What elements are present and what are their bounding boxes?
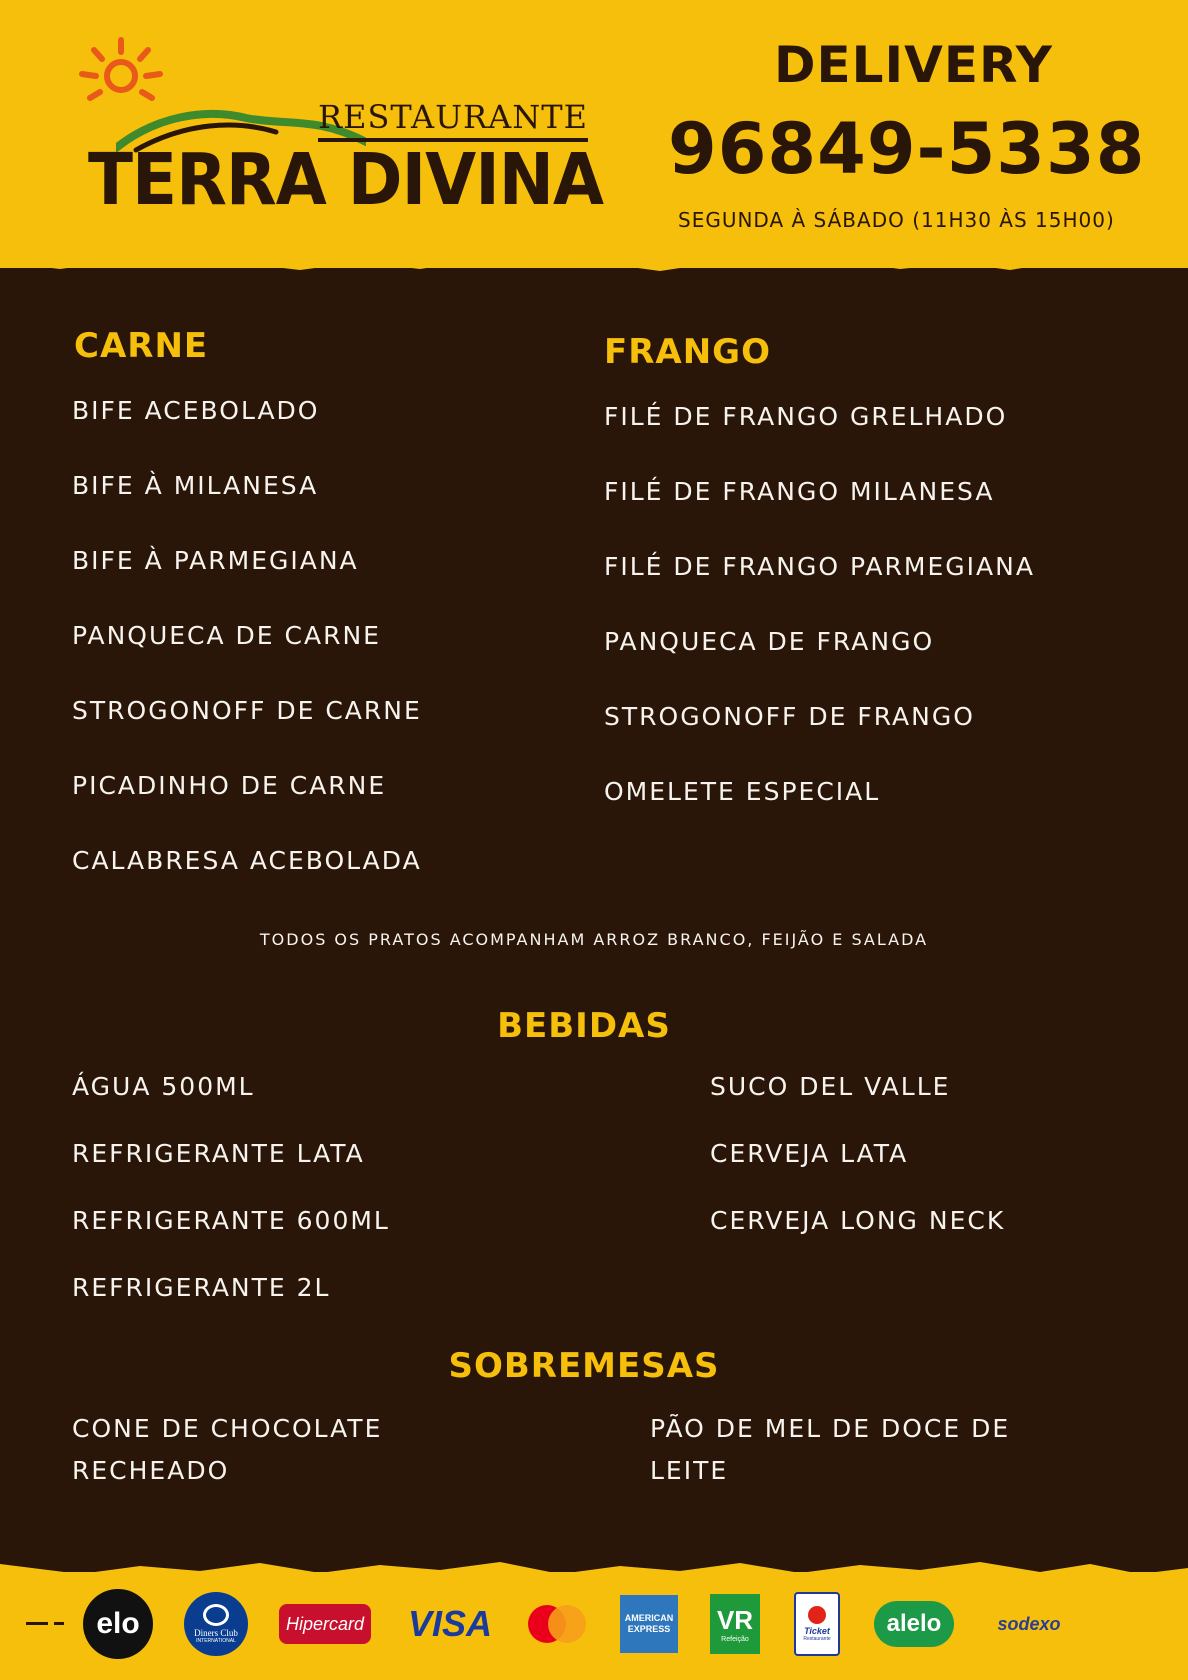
menu-item: PICADINHO DE CARNE xyxy=(72,771,387,800)
mastercard-logo xyxy=(524,1592,590,1656)
menu-item: REFRIGERANTE 2L xyxy=(72,1273,331,1302)
ticket-sub-text: Restaurante xyxy=(803,1636,831,1642)
menu-item: CONE DE CHOCOLATE RECHEADO xyxy=(72,1414,383,1485)
menu-item: CERVEJA LATA xyxy=(710,1139,909,1168)
side-dishes-note: TODOS OS PRATOS ACOMPANHAM ARROZ BRANCO, FEIJÃO E SALADA xyxy=(259,930,929,949)
elo-text: elo xyxy=(96,1607,140,1640)
menu-item: PANQUECA DE CARNE xyxy=(72,621,381,650)
hipercard-logo xyxy=(278,1592,372,1656)
menu-item: REFRIGERANTE LATA xyxy=(72,1139,365,1168)
footer-dash xyxy=(54,1622,64,1625)
menu-item: REFRIGERANTE 600ML xyxy=(72,1206,390,1235)
torn-edge-top xyxy=(0,250,1188,290)
menu-item: STROGONOFF DE CARNE xyxy=(72,696,422,725)
menu-item: SUCO DEL VALLE xyxy=(710,1072,951,1101)
delivery-phone: 96849-5338 xyxy=(668,108,1146,190)
delivery-label: DELIVERY xyxy=(774,36,1053,94)
menu-item: OMELETE ESPECIAL xyxy=(604,777,881,806)
diners-club-logo xyxy=(182,1592,250,1656)
alelo-text: alelo xyxy=(886,1610,942,1637)
section-title-sobremesas: SOBREMESAS xyxy=(448,1346,720,1386)
ticket-text: Ticket xyxy=(804,1626,830,1636)
menu-item: PANQUECA DE FRANGO xyxy=(604,627,935,656)
menu-item: FILÉ DE FRANGO PARMEGIANA xyxy=(604,552,1035,581)
vr-sub-text: Refeição xyxy=(721,1636,749,1643)
logo-restaurante-text: RESTAURANTE xyxy=(318,98,588,142)
menu-item: CALABRESA ACEBOLADA xyxy=(72,846,422,875)
sodexo-text: sodexo xyxy=(997,1613,1061,1634)
amex-text: AMERICAN EXPRESS xyxy=(624,1613,674,1634)
hipercard-text: Hipercard xyxy=(285,1613,365,1634)
menu-item: STROGONOFF DE FRANGO xyxy=(604,702,975,731)
menu-item: CERVEJA LONG NECK xyxy=(710,1206,1006,1235)
visa-text: VISA xyxy=(407,1603,493,1644)
menu-item: BIFE À MILANESA xyxy=(72,471,319,500)
menu-item: FILÉ DE FRANGO MILANESA xyxy=(604,477,995,506)
american-express-logo xyxy=(618,1592,680,1656)
ticket-logo xyxy=(794,1592,840,1656)
menu-item: FILÉ DE FRANGO GRELHADO xyxy=(604,402,1008,431)
logo-name-text: TERRA DIVINA xyxy=(88,138,604,222)
menu-item: BIFE À PARMEGIANA xyxy=(72,546,359,575)
delivery-hours: SEGUNDA À SÁBADO (11H30 ÀS 15H00) xyxy=(678,208,1115,232)
vr-text: VR xyxy=(716,1605,754,1635)
vr-logo xyxy=(708,1592,762,1656)
section-title-carne: CARNE xyxy=(74,326,209,366)
sodexo-logo xyxy=(986,1592,1072,1656)
diners-sub-text: INTERNATIONAL xyxy=(196,1638,236,1644)
menu-item: ÁGUA 500ML xyxy=(72,1072,255,1101)
footer-dash xyxy=(26,1622,48,1625)
section-title-frango: FRANGO xyxy=(604,332,771,372)
elo-logo xyxy=(82,1592,154,1656)
diners-text: Diners Club xyxy=(194,1628,238,1638)
restaurant-logo xyxy=(76,36,604,226)
mastercard-circles-icon xyxy=(525,1603,589,1645)
menu-item: PÃO DE MEL DE DOCE DE LEITE xyxy=(650,1414,1011,1485)
visa-logo xyxy=(404,1592,496,1656)
section-title-bebidas: BEBIDAS xyxy=(497,1006,671,1046)
menu-item: BIFE ACEBOLADO xyxy=(72,396,320,425)
alelo-logo xyxy=(872,1592,956,1656)
